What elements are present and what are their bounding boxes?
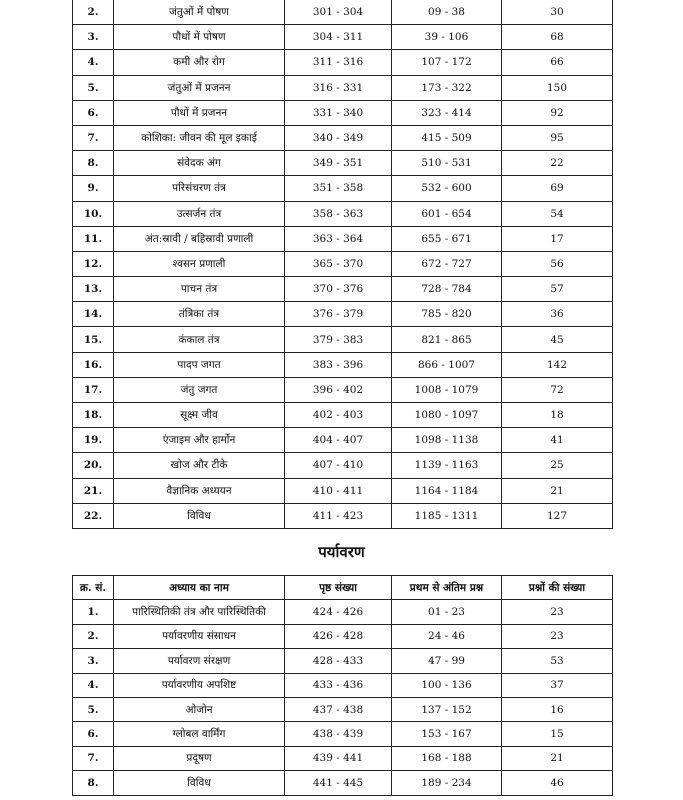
section-heading-environment: पर्यावरण xyxy=(318,543,365,561)
page-range-cell: 311 - 316 xyxy=(285,50,392,75)
table-row xyxy=(73,176,613,201)
question-count-cell: 69 xyxy=(502,176,613,201)
page-range-cell: 365 - 370 xyxy=(285,251,392,276)
question-range-cell: 1098 - 1138 xyxy=(392,428,502,453)
question-range-cell: 655 - 671 xyxy=(392,226,502,251)
question-count-cell: 41 xyxy=(502,428,613,453)
question-count-cell: 66 xyxy=(502,50,613,75)
table-row xyxy=(73,50,613,75)
serial-number-cell: 7. xyxy=(73,746,114,770)
question-range-cell: 173 - 322 xyxy=(392,75,502,100)
table-row xyxy=(73,649,613,673)
question-range-cell: 39 - 106 xyxy=(392,25,502,50)
table-row xyxy=(73,226,613,251)
page-range-cell: 410 - 411 xyxy=(285,478,392,503)
chapter-name-cell: पर्यावरण संरक्षण xyxy=(114,649,285,673)
question-count-cell: 46 xyxy=(502,771,613,795)
question-count-cell: 22 xyxy=(502,151,613,176)
table-row xyxy=(73,352,613,377)
table-row xyxy=(73,746,613,770)
table-row xyxy=(73,503,613,528)
serial-number-cell: 14. xyxy=(73,302,114,327)
chapter-name-cell: ओजोन xyxy=(114,697,285,721)
question-range-cell: 415 - 509 xyxy=(392,125,502,150)
page-range-cell: 358 - 363 xyxy=(285,201,392,226)
serial-number-cell: 10. xyxy=(73,201,114,226)
serial-number-cell: 8. xyxy=(73,771,114,795)
chapter-name-cell: विविध xyxy=(114,503,285,528)
chapter-name-cell: कंकाल तंत्र xyxy=(114,327,285,352)
question-range-cell: 47 - 99 xyxy=(392,649,502,673)
page-range-cell: 396 - 402 xyxy=(285,377,392,402)
question-count-cell: 53 xyxy=(502,649,613,673)
chapter-name-cell: एंजाइम और हार्मोन xyxy=(114,428,285,453)
chapter-name-cell: पाचन तंत्र xyxy=(114,277,285,302)
page-range-cell: 301 - 304 xyxy=(285,0,392,25)
chapter-name-cell: जंतु जगत xyxy=(114,377,285,402)
page-range-cell: 379 - 383 xyxy=(285,327,392,352)
page-range-cell: 404 - 407 xyxy=(285,428,392,453)
page-range-cell: 428 - 433 xyxy=(285,649,392,673)
serial-number-cell: 2. xyxy=(73,624,114,648)
table-row xyxy=(73,302,613,327)
page-range-cell: 363 - 364 xyxy=(285,226,392,251)
question-range-cell: 153 - 167 xyxy=(392,722,502,746)
chapter-name-cell: श्वसन प्रणाली xyxy=(114,251,285,276)
serial-number-cell: 3. xyxy=(73,649,114,673)
question-range-cell: 1008 - 1079 xyxy=(392,377,502,402)
question-count-cell: 45 xyxy=(502,327,613,352)
question-count-cell: 56 xyxy=(502,251,613,276)
serial-number-cell: 16. xyxy=(73,352,114,377)
page-range-cell: 349 - 351 xyxy=(285,151,392,176)
serial-number-cell: 15. xyxy=(73,327,114,352)
table-header-row xyxy=(73,576,613,600)
question-range-cell: 1185 - 1311 xyxy=(392,503,502,528)
chapter-name-cell: जंतुओं में प्रजनन xyxy=(114,75,285,100)
page-range-cell: 316 - 331 xyxy=(285,75,392,100)
table-row xyxy=(73,403,613,428)
question-count-cell: 72 xyxy=(502,377,613,402)
serial-number-cell: 6. xyxy=(73,722,114,746)
question-range-cell: 866 - 1007 xyxy=(392,352,502,377)
table-row xyxy=(73,624,613,648)
header-question-range: प्रथम से अंतिम प्रश्न xyxy=(392,576,502,600)
table-row xyxy=(73,251,613,276)
question-count-cell: 54 xyxy=(502,201,613,226)
table-row xyxy=(73,201,613,226)
table-row xyxy=(73,277,613,302)
chapter-name-cell: कोशिका: जीवन की मूल इकाई xyxy=(114,125,285,150)
serial-number-cell: 6. xyxy=(73,100,114,125)
page-range-cell: 433 - 436 xyxy=(285,673,392,697)
table-row xyxy=(73,673,613,697)
page-range-cell: 370 - 376 xyxy=(285,277,392,302)
table-row xyxy=(73,697,613,721)
question-range-cell: 1080 - 1097 xyxy=(392,403,502,428)
serial-number-cell: 11. xyxy=(73,226,114,251)
page-range-cell: 331 - 340 xyxy=(285,100,392,125)
serial-number-cell: 1. xyxy=(73,600,114,624)
serial-number-cell: 13. xyxy=(73,277,114,302)
chapter-name-cell: पर्यावरणीय अपशिष्ट xyxy=(114,673,285,697)
question-count-cell: 92 xyxy=(502,100,613,125)
page-range-cell: 376 - 379 xyxy=(285,302,392,327)
question-range-cell: 1139 - 1163 xyxy=(392,453,502,478)
question-count-cell: 21 xyxy=(502,478,613,503)
serial-number-cell: 2. xyxy=(73,0,114,25)
question-count-cell: 18 xyxy=(502,403,613,428)
question-range-cell: 510 - 531 xyxy=(392,151,502,176)
serial-number-cell: 20. xyxy=(73,453,114,478)
chapter-name-cell: वैज्ञानिक अध्ययन xyxy=(114,478,285,503)
question-range-cell: 137 - 152 xyxy=(392,697,502,721)
question-range-cell: 785 - 820 xyxy=(392,302,502,327)
serial-number-cell: 19. xyxy=(73,428,114,453)
serial-number-cell: 4. xyxy=(73,50,114,75)
chapter-name-cell: प्रदूषण xyxy=(114,746,285,770)
biology-chapter-table-body xyxy=(73,0,613,528)
table-row xyxy=(73,600,613,624)
table-row xyxy=(73,478,613,503)
table-row xyxy=(73,428,613,453)
question-range-cell: 532 - 600 xyxy=(392,176,502,201)
serial-number-cell: 8. xyxy=(73,151,114,176)
header-serial-number: क्र. सं. xyxy=(73,576,114,600)
question-count-cell: 57 xyxy=(502,277,613,302)
page-range-cell: 437 - 438 xyxy=(285,697,392,721)
serial-number-cell: 5. xyxy=(73,75,114,100)
question-count-cell: 30 xyxy=(502,0,613,25)
table-row xyxy=(73,771,613,795)
question-range-cell: 323 - 414 xyxy=(392,100,502,125)
table-row xyxy=(73,377,613,402)
page-range-cell: 424 - 426 xyxy=(285,600,392,624)
question-count-cell: 36 xyxy=(502,302,613,327)
chapter-name-cell: पौधों में प्रजनन xyxy=(114,100,285,125)
serial-number-cell: 7. xyxy=(73,125,114,150)
question-count-cell: 68 xyxy=(502,25,613,50)
question-count-cell: 142 xyxy=(502,352,613,377)
header-page-numbers: पृष्ठ संख्या xyxy=(285,576,392,600)
question-count-cell: 150 xyxy=(502,75,613,100)
page-range-cell: 340 - 349 xyxy=(285,125,392,150)
serial-number-cell: 5. xyxy=(73,697,114,721)
question-count-cell: 37 xyxy=(502,673,613,697)
serial-number-cell: 12. xyxy=(73,251,114,276)
chapter-name-cell: संवेदक अंग xyxy=(114,151,285,176)
question-range-cell: 672 - 727 xyxy=(392,251,502,276)
environment-chapter-table xyxy=(72,575,613,796)
question-count-cell: 127 xyxy=(502,503,613,528)
question-range-cell: 728 - 784 xyxy=(392,277,502,302)
page-range-cell: 441 - 445 xyxy=(285,771,392,795)
page-range-cell: 426 - 428 xyxy=(285,624,392,648)
page-range-cell: 411 - 423 xyxy=(285,503,392,528)
serial-number-cell: 3. xyxy=(73,25,114,50)
page-range-cell: 383 - 396 xyxy=(285,352,392,377)
table-row xyxy=(73,25,613,50)
table-row xyxy=(73,151,613,176)
table-row xyxy=(73,0,613,25)
table-row xyxy=(73,453,613,478)
question-count-cell: 15 xyxy=(502,722,613,746)
serial-number-cell: 22. xyxy=(73,503,114,528)
question-count-cell: 25 xyxy=(502,453,613,478)
chapter-name-cell: पौधों में पोषण xyxy=(114,25,285,50)
chapter-name-cell: खोज और टीके xyxy=(114,453,285,478)
question-count-cell: 21 xyxy=(502,746,613,770)
page-range-cell: 407 - 410 xyxy=(285,453,392,478)
question-range-cell: 1164 - 1184 xyxy=(392,478,502,503)
question-count-cell: 17 xyxy=(502,226,613,251)
question-count-cell: 16 xyxy=(502,697,613,721)
chapter-name-cell: तंत्रिका तंत्र xyxy=(114,302,285,327)
chapter-name-cell: पारिस्थितिकी तंत्र और पारिस्थितिकी xyxy=(114,600,285,624)
page-range-cell: 304 - 311 xyxy=(285,25,392,50)
chapter-name-cell: जंतुओं में पोषण xyxy=(114,0,285,25)
chapter-name-cell: पर्यावरणीय संसाधन xyxy=(114,624,285,648)
chapter-name-cell: कमी और रोग xyxy=(114,50,285,75)
serial-number-cell: 4. xyxy=(73,673,114,697)
question-range-cell: 09 - 38 xyxy=(392,0,502,25)
page-range-cell: 438 - 439 xyxy=(285,722,392,746)
chapter-name-cell: उत्सर्जन तंत्र xyxy=(114,201,285,226)
question-range-cell: 189 - 234 xyxy=(392,771,502,795)
chapter-name-cell: ग्लोबल वार्मिंग xyxy=(114,722,285,746)
serial-number-cell: 9. xyxy=(73,176,114,201)
question-range-cell: 24 - 46 xyxy=(392,624,502,648)
question-range-cell: 601 - 654 xyxy=(392,201,502,226)
serial-number-cell: 18. xyxy=(73,403,114,428)
table-row xyxy=(73,722,613,746)
chapter-name-cell: पादप जगत xyxy=(114,352,285,377)
question-range-cell: 100 - 136 xyxy=(392,673,502,697)
page-range-cell: 351 - 358 xyxy=(285,176,392,201)
page-range-cell: 439 - 441 xyxy=(285,746,392,770)
header-question-count: प्रश्नों की संख्या xyxy=(502,576,613,600)
chapter-name-cell: अंत:स्रावी / बहिस्रावी प्रणाली xyxy=(114,226,285,251)
question-range-cell: 107 - 172 xyxy=(392,50,502,75)
question-range-cell: 168 - 188 xyxy=(392,746,502,770)
chapter-name-cell: परिसंचरण तंत्र xyxy=(114,176,285,201)
table-row xyxy=(73,125,613,150)
table-row xyxy=(73,100,613,125)
page-range-cell: 402 - 403 xyxy=(285,403,392,428)
chapter-name-cell: विविध xyxy=(114,771,285,795)
table-row xyxy=(73,327,613,352)
question-range-cell: 821 - 865 xyxy=(392,327,502,352)
question-range-cell: 01 - 23 xyxy=(392,600,502,624)
question-count-cell: 95 xyxy=(502,125,613,150)
question-count-cell: 23 xyxy=(502,600,613,624)
serial-number-cell: 21. xyxy=(73,478,114,503)
environment-chapter-table-body xyxy=(73,600,613,795)
header-chapter-name: अध्याय का नाम xyxy=(114,576,285,600)
serial-number-cell: 17. xyxy=(73,377,114,402)
question-count-cell: 23 xyxy=(502,624,613,648)
chapter-name-cell: सूक्ष्म जीव xyxy=(114,403,285,428)
biology-chapter-table xyxy=(72,0,613,529)
table-row xyxy=(73,75,613,100)
